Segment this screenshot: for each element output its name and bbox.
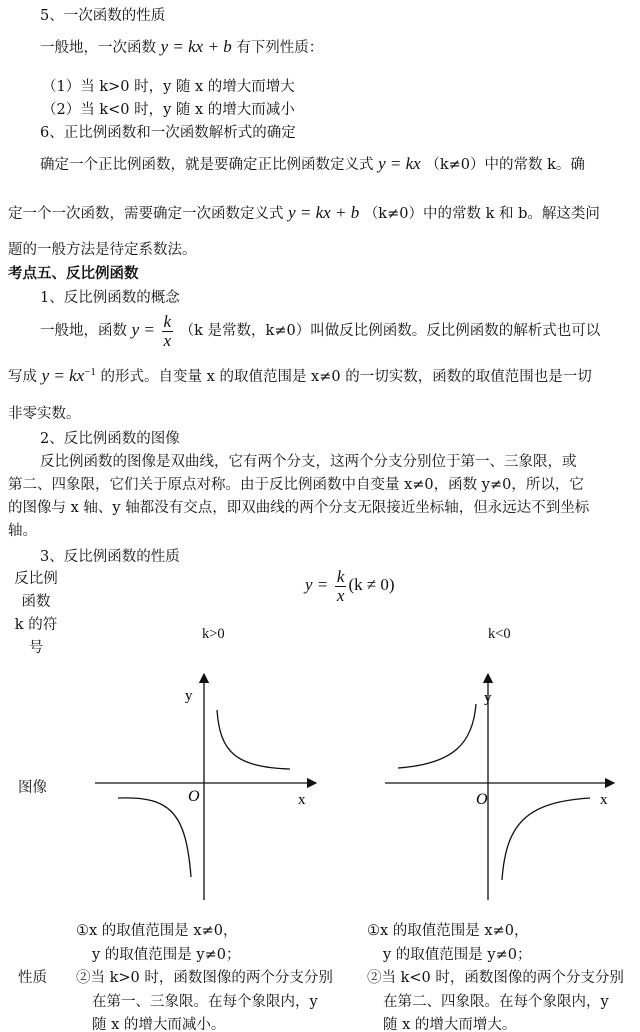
- s2-line2: 第二、四象限，它们关于原点对称。由于反比例函数中自变量 x≠0，函数 y≠0，所以，它: [8, 477, 584, 493]
- s2-line1: 反比例函数的图像是双曲线，它有两个分支，这两个分支分别位于第一、三象限，或: [40, 454, 577, 470]
- origin-label: O: [476, 791, 488, 808]
- axis-x-label: x: [298, 792, 306, 808]
- sec6-line1-pre: 确定一个正比例函数，就是要确定正比例函数定义式: [40, 157, 374, 173]
- right-prop-line: y 的取值范围是 y≠0；: [383, 946, 532, 963]
- s1-line1-post: （k 是常数，k≠0）叫做反比例函数。反比例函数的解析式也可以: [179, 323, 601, 339]
- s2-line3: 的图像与 x 轴、y 轴都没有交点，即双曲线的两个分支无限接近坐标轴，但永远达不到坐标: [8, 500, 590, 516]
- header-formula-cond: (k ≠ 0): [348, 575, 395, 594]
- sec6-line1-mid: （k≠0）中的常数 k。确: [425, 157, 585, 173]
- sec6-line2-post: （k≠0）中的常数 k 和 b。解这类问: [363, 206, 600, 222]
- s1-line2-formula: y = kx: [41, 366, 85, 385]
- sec6-line1-formula: y = kx: [378, 154, 421, 173]
- s2-heading: 2、反比例函数的图像: [40, 431, 180, 447]
- sec6-heading: 6、正比例函数和一次函数解析式的确定: [40, 125, 296, 141]
- col-header-k-negative: k<0: [488, 626, 511, 642]
- sec5-intro-pre: 一般地，一次函数: [40, 40, 156, 56]
- left-prop-line: ①x 的取值范围是 x≠0，: [76, 923, 238, 939]
- sec5-heading: 5、一次函数的性质: [40, 8, 166, 24]
- graph-k-positive: [90, 672, 320, 904]
- s1-heading: 1、反比例函数的概念: [40, 290, 180, 306]
- axis-y-label: y: [484, 690, 492, 706]
- row-label-line1: 反比例: [14, 571, 58, 587]
- header-fraction-den: x: [336, 585, 345, 605]
- s1-fraction-den: x: [163, 330, 172, 350]
- right-prop-line: 在第二、四象限。在每个象限内，y: [383, 993, 609, 1010]
- right-prop-line: 随 x 的增大而增大。: [383, 1017, 517, 1032]
- s1-line3: 非零实数。: [8, 406, 81, 422]
- sec5-property-2: （2）当 k<0 时，y 随 x 的增大而减小: [42, 102, 295, 118]
- s1-line2-sup: −1: [84, 366, 96, 379]
- branch-quadrant-2: [398, 704, 476, 768]
- sec5-intro-post: 有下列性质：: [236, 40, 324, 56]
- right-prop-line: ②当 k<0 时，函数图像的两个分支分别: [367, 970, 624, 986]
- branch-quadrant-3: [118, 798, 191, 877]
- s1-fraction: [162, 313, 174, 350]
- sec5-property-1: （1）当 k>0 时，y 随 x 的增大而增大: [42, 79, 295, 95]
- left-properties: [76, 920, 333, 1032]
- row-label-line2: 函数: [21, 594, 51, 610]
- header-fraction: [335, 568, 347, 605]
- s1-line1: [40, 310, 600, 350]
- row-label-line3: k 的符: [14, 617, 58, 633]
- col-header-k-positive: k>0: [202, 626, 225, 642]
- s1-line2-pre: 写成: [8, 369, 37, 385]
- right-properties: [367, 920, 624, 1032]
- table-row-label: [6, 568, 66, 660]
- prop-row-label: 性质: [18, 970, 47, 986]
- sec5-intro: [40, 36, 323, 57]
- graph-k-negative: [380, 672, 620, 904]
- topic5-heading: 考点五、反比例函数: [8, 266, 139, 282]
- left-prop-line: ②当 k>0 时，函数图像的两个分支分别: [76, 970, 333, 986]
- left-prop-line: 随 x 的增大而减小。: [92, 1017, 226, 1032]
- sec5-intro-formula: y = kx + b: [160, 37, 232, 56]
- sec6-line2-pre: 定一个一次函数，需要确定一次函数定义式: [8, 206, 284, 222]
- row-label-line4: 号: [28, 640, 44, 656]
- branch-quadrant-4: [502, 798, 590, 880]
- branch-quadrant-1: [217, 710, 290, 769]
- right-prop-line: ①x 的取值范围是 x≠0，: [367, 923, 529, 939]
- table-header-formula: [305, 564, 395, 606]
- header-formula-y: y =: [305, 575, 329, 594]
- s1-line2: [8, 365, 592, 386]
- axis-x-label: x: [600, 792, 608, 808]
- header-fraction-num: k: [336, 566, 345, 586]
- s1-line2-post: 的形式。自变量 x 的取值范围是 x≠0 的一切实数，函数的取值范围也是一切: [100, 369, 592, 385]
- sec6-line3: 题的一般方法是待定系数法。: [8, 242, 197, 258]
- s1-formula-y: y =: [131, 320, 155, 339]
- left-prop-line: 在第一、三象限。在每个象限内，y: [92, 993, 318, 1010]
- sec6-line1: [40, 153, 585, 174]
- s1-line1-pre: 一般地，函数: [40, 323, 127, 339]
- s2-line4: 轴。: [8, 523, 37, 539]
- axis-y-label: y: [185, 688, 193, 704]
- graph-row-label: 图像: [18, 780, 47, 796]
- sec6-line2: [8, 202, 600, 223]
- sec6-line2-formula: y = kx + b: [288, 203, 360, 222]
- origin-label: O: [188, 788, 200, 805]
- s1-fraction-num: k: [163, 311, 172, 331]
- s3-heading: 3、反比例函数的性质: [40, 549, 180, 565]
- left-prop-line: y 的取值范围是 y≠0；: [92, 946, 241, 963]
